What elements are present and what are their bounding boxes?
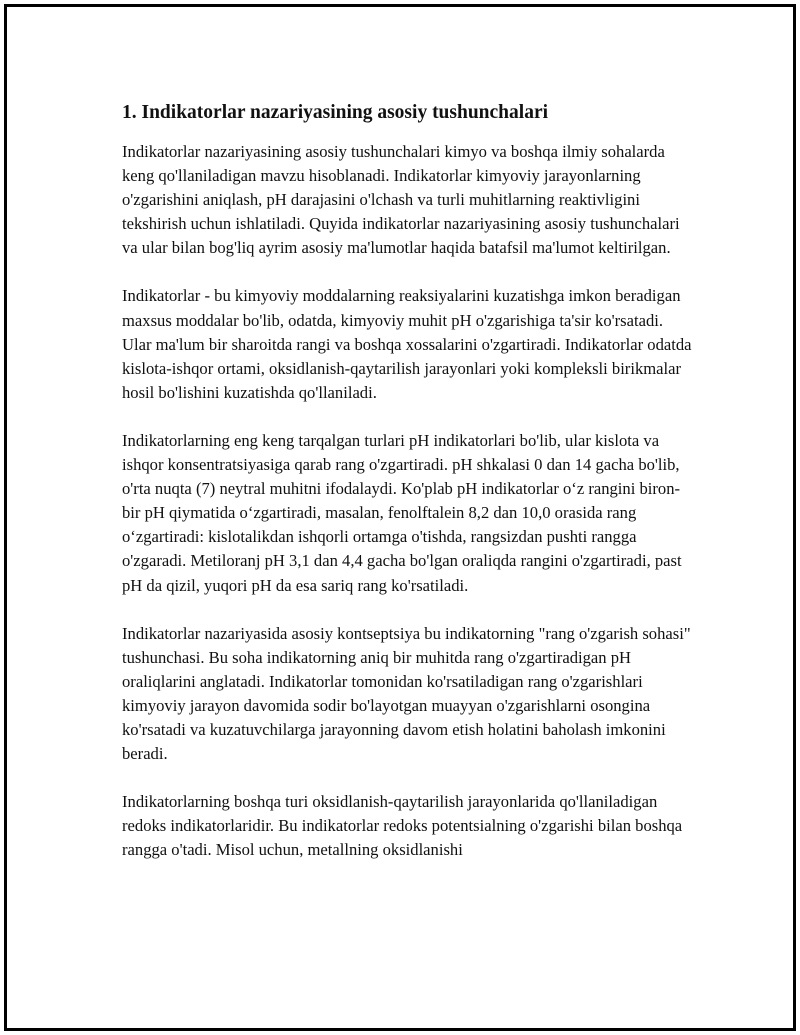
paragraph-redox-indicators: Indikatorlarning boshqa turi oksidlanish-qaytarilish jarayonlarida qo'llaniladigan redoks indikatorlaridir. Bu indikatorlar redoks potentsialning o'zgarishi bilan boshqa rangga o'tadi. Misol uchun, metallning oksidlanishi — [122, 792, 683, 860]
paragraph-intro: Indikatorlar nazariyasining asosiy tushunchalari kimyo va boshqa ilmiy sohalarda keng qo'llaniladigan mavzu hisoblanadi. Indikatorlar kimyoviy jarayonlarning o'zgarishini aniqlash, pH darajasini o'lchash va turli muhitlarning reaktivligini tekshirish uchun ishlatiladi. Quyida indikatorlar nazariyasining asosiy tushunchalari va ular bilan bog'liq ayrim asosiy ma'lumotlar haqida batafsil ma'lumot keltirilgan. — [122, 142, 680, 258]
document-body — [122, 100, 692, 886]
paragraph-definition: Indikatorlar - bu kimyoviy moddalarning reaksiyalarini kuzatishga imkon beradigan maxsus moddalar bo'lib, odatda, kimyoviy muhit pH o'zgarishiga ta'sir ko'rsatadi. Ular ma'lum bir sharoitda rangi va boshqa xossalarini o'zgartiradi. Indikatorlar odatda kislota-ishqor ortami, oksidlanish-qaytarilish jarayonlari yoki kompleksli birikmalar hosil bo'lishini kuzatishda qo'llaniladi. — [122, 286, 692, 402]
page-frame — [4, 4, 796, 1031]
paragraph-ph-indicators: Indikatorlarning eng keng tarqalgan turlari pH indikatorlari bo'lib, ular kislota va ishqor konsentratsiyasiga qarab rang o'zgartiradi. pH shkalasi 0 dan 14 gacha bo'lib, o'rta nuqta (7) neytral muhitni ifodalaydi. Ko'plab pH indikatorlar o‘z rangini biron-bir pH qiymatida o‘zgartiradi, masalan, fenolftalein 8,2 dan 10,0 orasida rang o‘zgartiradi: kislotalikdan ishqorli ortamga o'tishda, rangsizdan pushti rangga o'zgaradi. Metiloranj pH 3,1 dan 4,4 gacha bo'lgan oraliqda rangini o'zgartiradi, past pH da qizil, yuqori pH da esa sariq rang ko'rsatiladi. — [122, 430, 682, 595]
section-heading: 1. Indikatorlar nazariyasining asosiy tushunchalari — [122, 102, 549, 123]
paragraph-color-change-range: Indikatorlar nazariyasida asosiy kontseptsiya bu indikatorning "rang o'zgarish sohasi" tushunchasi. Bu soha indikatorning aniq bir muhitda rang o'zgartiradigan pH oraliqlarini anglatadi. Indikatorlar tomonidan ko'rsatiladigan rang o'zgarishlari kimyoviy jarayon davomida sodir bo'layotgan muayyan o'zgarishlarni osongina ko'rsatadi va kuzatuvchilarga jarayonning davom etish holatini baholash imkonini beradi. — [122, 623, 691, 764]
